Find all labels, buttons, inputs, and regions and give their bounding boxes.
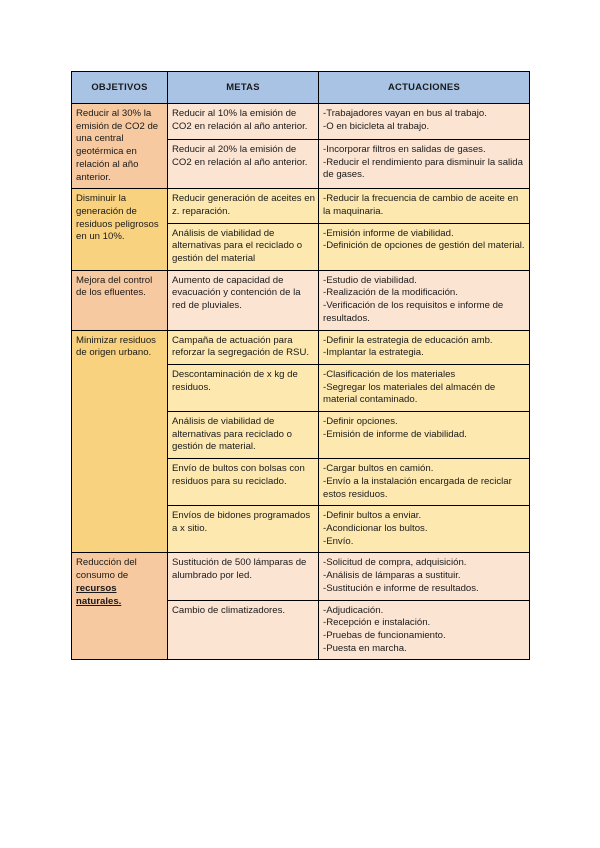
header-metas: METAS (168, 72, 319, 104)
meta-cell: Sustitución de 500 lámparas de alumbrado por led. (168, 553, 319, 600)
meta-cell: Envío de bultos con bolsas con residuos para su reciclado. (168, 459, 319, 506)
action-item: -Trabajadores vayan en bus al trabajo. (323, 108, 487, 119)
objective-cell: Minimizar residuos de origen urbano. (72, 330, 168, 553)
actions-cell (319, 223, 530, 270)
action-item: -Pruebas de funcionamiento. (323, 629, 446, 641)
table-row (72, 330, 530, 364)
table-row (72, 104, 530, 140)
actions-cell (319, 459, 530, 506)
action-item: -Reducir la frecuencia de cambio de aceite en la maquinaria. (323, 193, 519, 217)
objective-cell: Disminuir la generación de residuos peligrosos en un 10%. (72, 189, 168, 271)
table-row (72, 553, 530, 600)
meta-cell: Cambio de climatizadores. (168, 600, 319, 660)
objectives-table (71, 71, 530, 660)
objective-cell: Reducir al 30% la emisión de CO2 de una central geotérmica en relación al año anterior. (72, 104, 168, 189)
meta-cell: Reducir al 10% la emisión de CO2 en relación al año anterior. (168, 104, 319, 140)
action-item: -Emisión de informe de viabilidad. (323, 428, 467, 440)
action-item: -Definir bultos a enviar. (323, 510, 422, 522)
action-item: -Adjudicación. (323, 604, 384, 616)
meta-cell: Envíos de bidones programados a x sitio. (168, 506, 319, 553)
actions-cell (319, 104, 530, 140)
objective-text: Reducción del consumo de (76, 557, 137, 582)
action-item: -O en bicicleta al trabajo. (323, 120, 430, 132)
action-item: -Definir la estrategia de educación amb. (323, 334, 493, 346)
action-item: -Incorporar filtros en salidas de gases. (323, 143, 486, 155)
objective-cell (72, 553, 168, 660)
action-item: -Envío. (323, 535, 354, 547)
actions-cell (319, 412, 530, 459)
action-item: -Reducir el rendimiento para disminuir la salida de gases. (323, 156, 523, 181)
meta-cell: Análisis de viabilidad de alternativas para reciclado o gestión de material. (168, 412, 319, 459)
action-item: -Realización de la modificación. (323, 287, 458, 299)
action-item: -Emisión informe de viabilidad. (323, 227, 454, 239)
table-header-row (72, 72, 530, 104)
header-objetivos: OBJETIVOS (72, 72, 168, 104)
action-item: -Definición de opciones de gestión del material. (323, 240, 525, 252)
meta-cell: Análisis de viabilidad de alternativas para el reciclado o gestión del material (168, 223, 319, 270)
actions-cell (319, 553, 530, 600)
action-item: -Análisis de lámparas a sustituir. (323, 570, 461, 582)
action-item: -Definir opciones. (323, 416, 398, 428)
actions-cell (319, 600, 530, 660)
action-item: -Estudio de viabilidad. (323, 274, 417, 286)
objective-emphasis: recursos naturales. (76, 582, 122, 607)
header-actuaciones: ACTUACIONES (319, 72, 530, 104)
meta-cell: Reducir al 20% la emisión de CO2 en relación al año anterior. (168, 139, 319, 188)
actions-cell (319, 270, 530, 330)
actions-cell (319, 139, 530, 188)
meta-cell: Campaña de actuación para reforzar la segregación de RSU. (168, 330, 319, 364)
actions-cell (319, 506, 530, 553)
action-item: -Envío a la instalación encargada de reciclar estos residuos. (323, 475, 512, 500)
action-item: -Verificación de los requisitos e informe de resultados. (323, 300, 504, 324)
action-item: -Implantar la estrategia. (323, 347, 424, 359)
meta-cell: Reducir generación de aceites en z. reparación. (168, 189, 319, 223)
table-row (72, 189, 530, 223)
action-item: -Recepción e instalación. (323, 617, 431, 629)
meta-cell: Aumento de capacidad de evacuación y contención de la red de pluviales. (168, 270, 319, 330)
actions-cell (319, 189, 530, 223)
action-item: -Acondicionar los bultos. (323, 522, 428, 534)
action-item: -Solicitud de compra, adquisición. (323, 557, 467, 569)
meta-cell: Descontaminación de x kg de residuos. (168, 364, 319, 411)
action-item: -Sustitución e informe de resultados. (323, 582, 479, 594)
table-row (72, 270, 530, 330)
action-item: -Cargar bultos en camión. (323, 463, 434, 475)
actions-cell (319, 330, 530, 364)
action-item: -Puesta en marcha. (323, 642, 407, 654)
objective-cell: Mejora del control de los efluentes. (72, 270, 168, 330)
action-item: -Clasificación de los materiales (323, 368, 456, 380)
actions-cell (319, 364, 530, 411)
action-item: -Segregar los materiales del almacén de material contaminado. (323, 381, 496, 406)
